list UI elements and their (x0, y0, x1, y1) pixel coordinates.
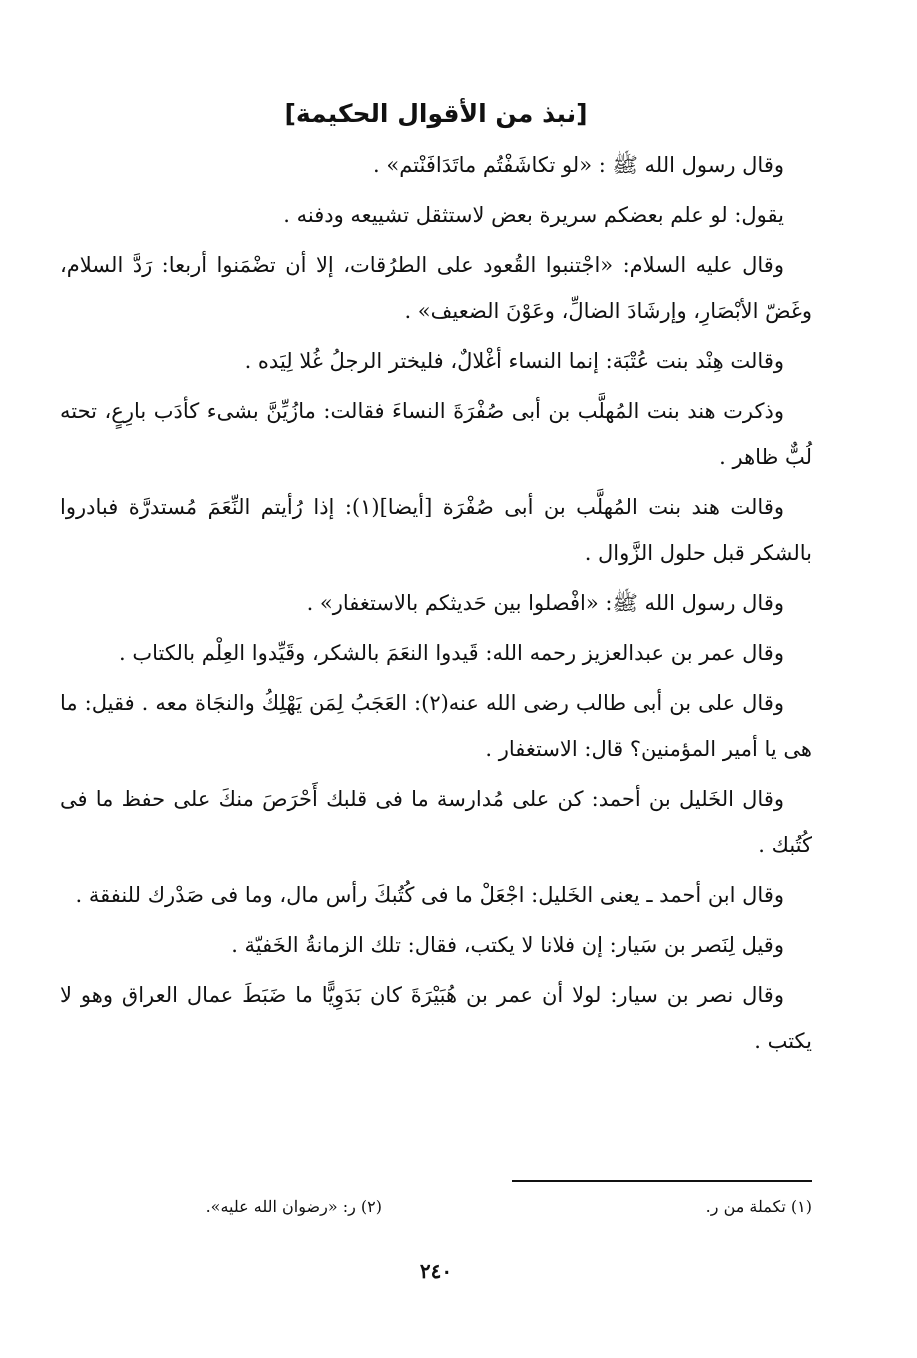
paragraph: وقال نصر بن سيار: لولا أن عمر بن هُبَيْرَةَ كان بَدَوِيًّا ما ضَبَطَ عمال العراق وهو لا يكتب . (60, 983, 812, 1053)
paragraph: وقيل لِنَصر بن سَيار: إن فلانا لا يكتب، فقال: تلك الزمانةُ الخَفيّة . (231, 933, 784, 957)
paragraph: وقال رسول الله ﷺ: «افْصلوا بين حَديثكم بالاستغفار» . (306, 591, 784, 615)
body-text (60, 142, 812, 1064)
paragraph: يقول: لو علم بعضكم سريرة بعض لاستثقل تشييعه ودفنه . (283, 203, 784, 227)
paragraph: وقال ابن أحمد ـ يعنى الخَليل: اجْعَلْ ما فى كُتُبكَ رأس مال، وما فى صَدْرك للنفقة . (75, 883, 784, 907)
paragraph: وقال رسول الله ﷺ : «لو تكاشَفْتُم ماتَدَافَنْتم» . (373, 153, 784, 177)
paragraph: وقال الخَليل بن أحمد: كن على مُدارسة ما فى قلبك أَحْرَصَ منكَ على حفظ ما فى كُتُبك . (60, 787, 812, 857)
footnotes (60, 1190, 812, 1224)
paragraph: وقال على بن أبى طالب رضى الله عنه(٢): العَجَبُ لِمَن يَهْلِكُ والنجَاة معه . فقيل: ما هى يا أمير المؤمنين؟ قال: الاستغفار . (60, 691, 812, 761)
paragraph: وقالت هند بنت المُهلَّب بن أبى صُفْرَة [أيضا](١): إذا رُأيتم النِّعَمَ مُستدرَّة فبادروا بالشكر قبل حلول الزَّوال . (60, 495, 812, 565)
footnote-1: (١) تكملة من ر. (705, 1197, 812, 1216)
paragraph: وقالت هِنْد بنت عُتْبَة: إنما النساء أغْلالٌ، فليختر الرجلُ غُلا لِيَده . (244, 349, 784, 373)
page-number: ٢٤٠ (419, 1259, 453, 1283)
paragraph: وقال عمر بن عبدالعزيز رحمه الله: قَيدوا النعَمَ بالشكر، وقَيِّدوا العِلْم بالكتاب . (119, 641, 784, 665)
footnote-2: (٢) ر: «رضوان الله عليه». (205, 1197, 382, 1216)
footnote-divider (512, 1180, 812, 1182)
document-page (60, 92, 812, 1332)
section-heading: [نبذ من الأقوال الحكيمة] (284, 99, 588, 128)
paragraph: وقال عليه السلام: «اجْتنبوا القُعود على الطرُقات، إلا أن تضْمَنوا أربعا: رَدَّ السلام، وغَضّ الأبْصَارِ، وإرشَادَ الضالِّ، وعَوْنَ الضعيف» . (60, 253, 812, 323)
paragraph: وذكرت هند بنت المُهلَّب بن أبى صُفْرَةَ النساءَ فقالت: مازُيِّنَّ بشىء كأدَب بارِعٍ، تحته لُبٌّ ظاهر . (60, 399, 812, 469)
